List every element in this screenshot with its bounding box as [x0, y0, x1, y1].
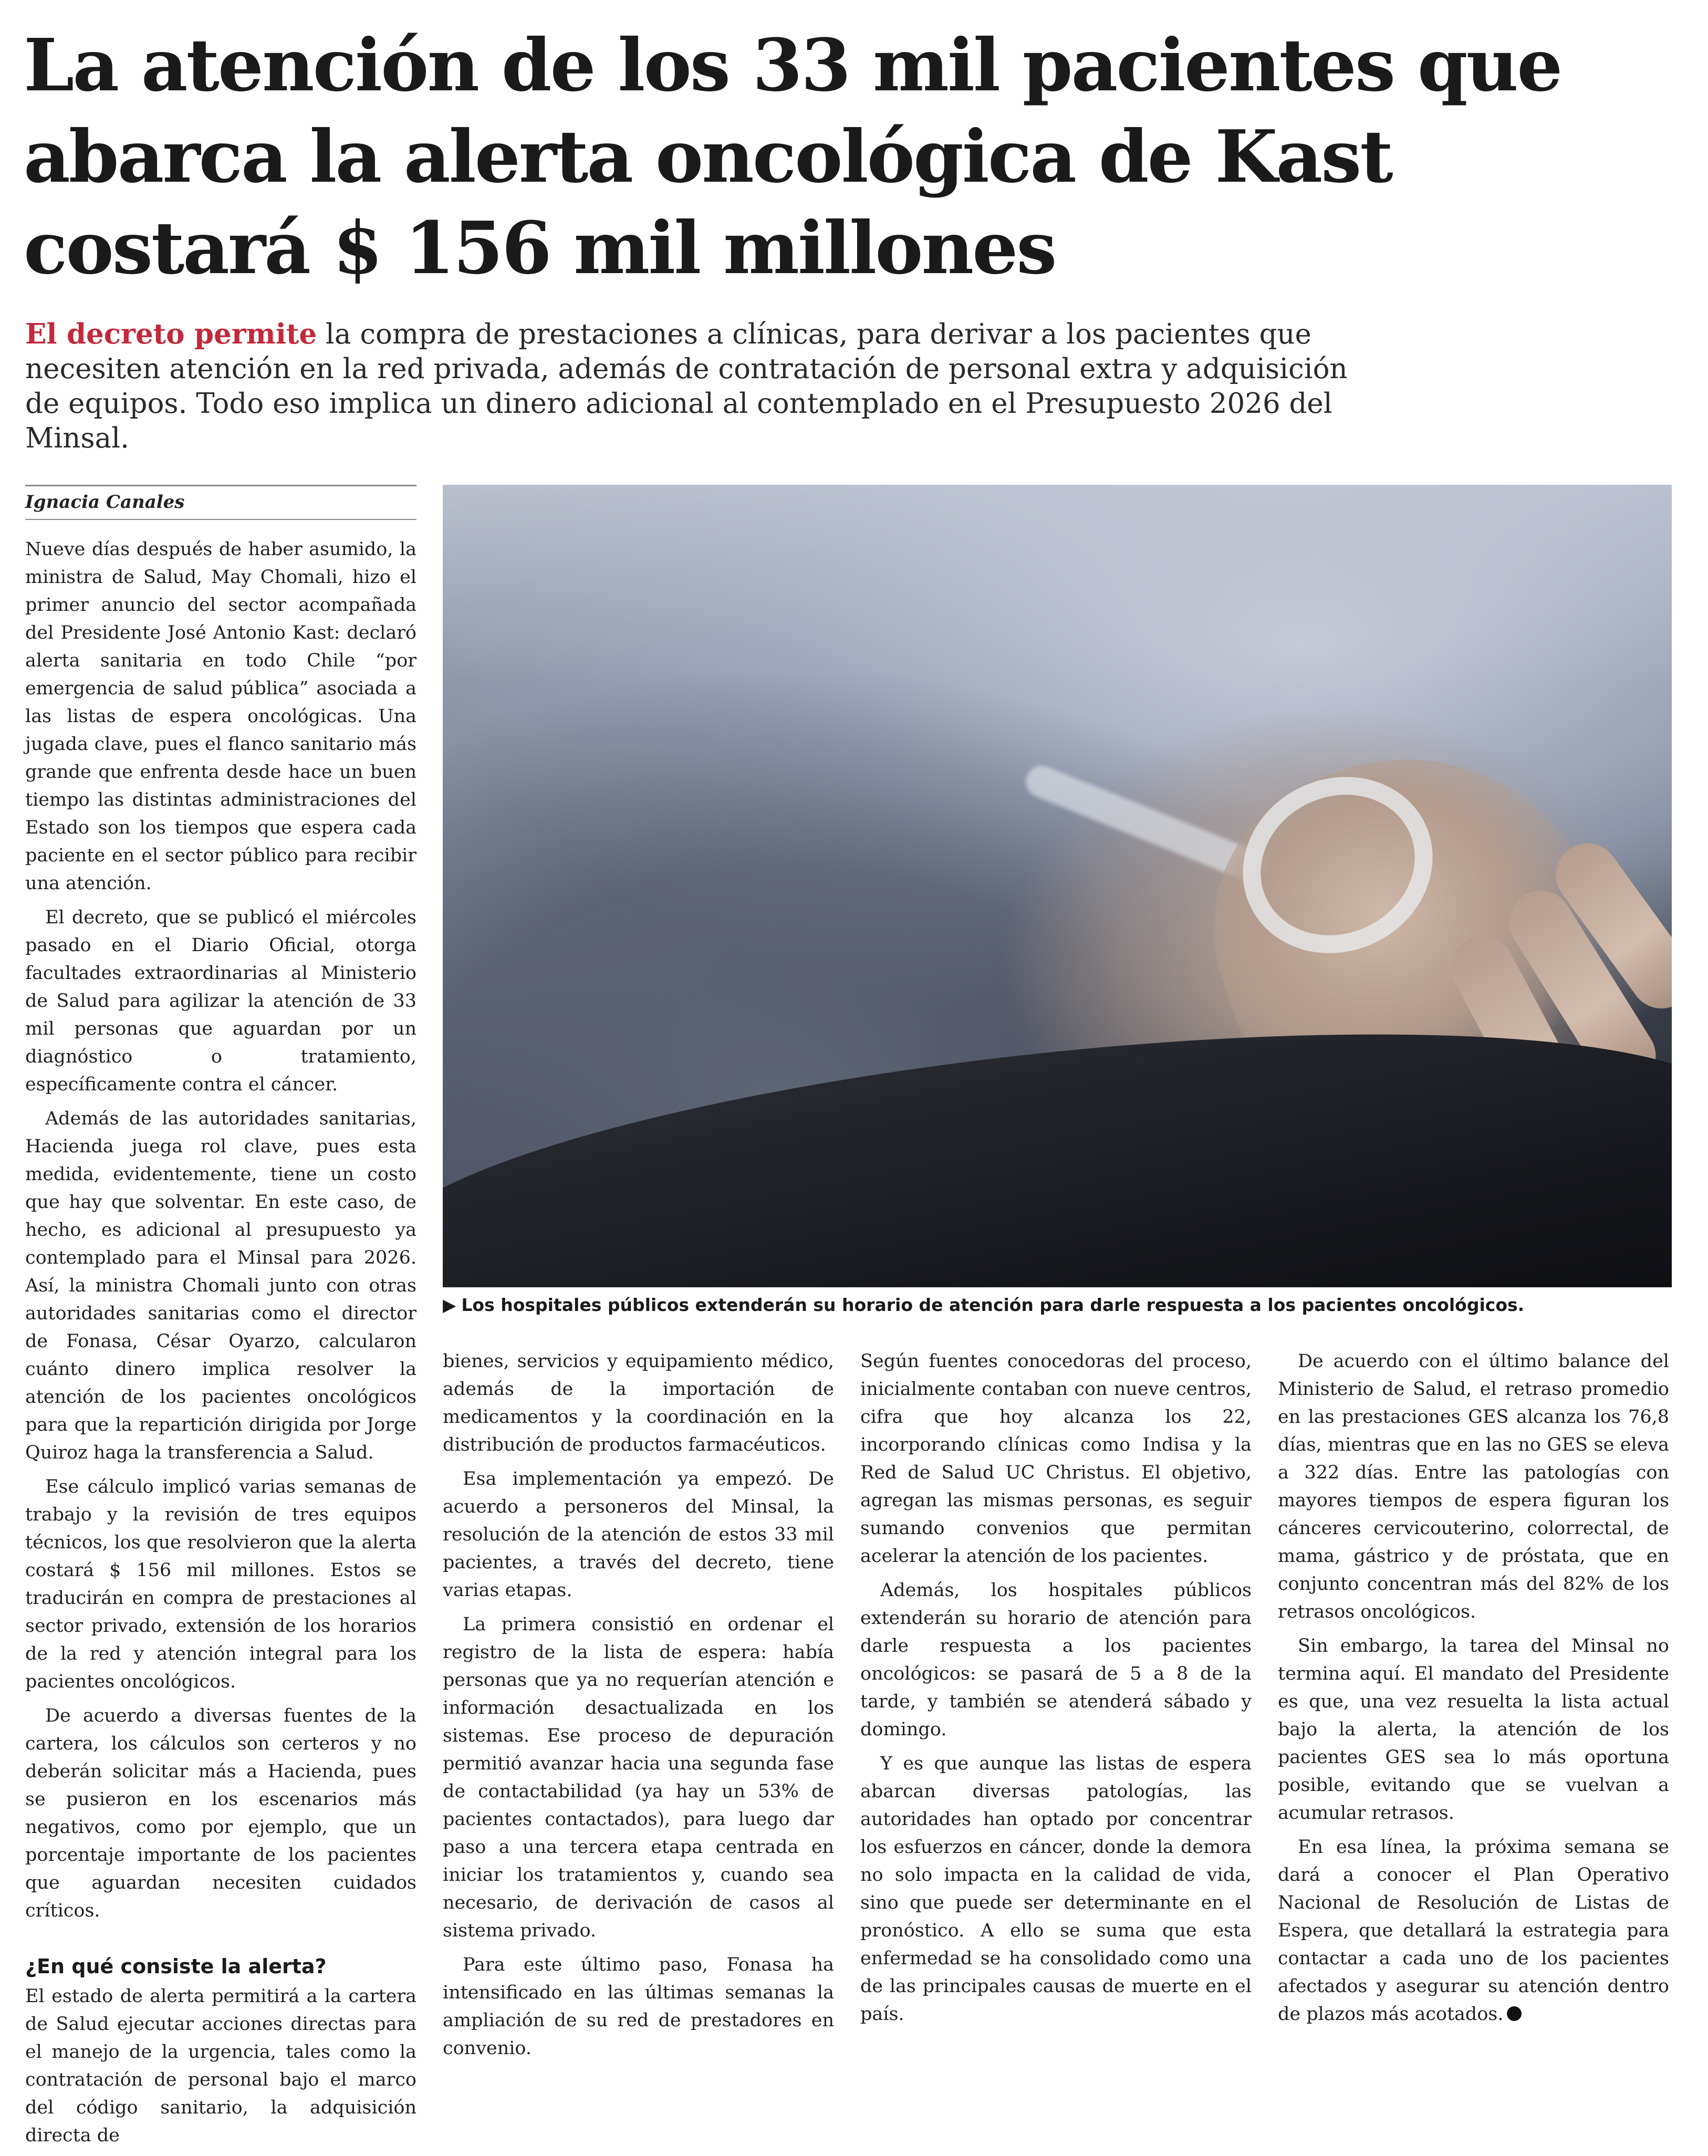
paragraph: Sin embargo, la tarea del Minsal no termina aquí. El mandato del Presidente es que, una vez resuelta la lista actual bajo la alerta, la atención de los pacientes GES sea lo más oportuna posible, evitando que se vuelvan a acumular retrasos.: [1278, 1636, 1669, 1824]
paragraph: Ese cálculo implicó varias semanas de trabajo y la revisión de tres equipos técnicos, los que resolvieron que la alerta costará $ 156 mil millones. Estos se traducirán en compra de prestaciones al sector privado, extensión de los horarios de la red y atención integral para los pacientes oncológicos.: [25, 1476, 416, 1692]
headline: La atención de los 33 mil pacientes que abarca la alerta oncológica de Kast costará $ 156 mil millones: [24, 23, 1561, 290]
byline: Ignacia Canales: [25, 492, 185, 513]
photo-caption-text: Los hospitales públicos extenderán su horario de atención para darle respuesta a los pacientes oncológicos.: [461, 1295, 1525, 1315]
article-column-4: [1278, 1348, 1669, 2035]
lead-accent: El decreto permite: [25, 318, 317, 350]
paragraph: Y es que aunque las listas de espera abarcan diversas patologías, las autoridades han optado por concentrar los esfuerzos en cáncer, donde la demora no solo impacta en la calidad de vida, sino que puede ser determinante en el pronóstico. A ello se suma que esta enfermedad se ha consolidado como una de las principales causas de muerte en el país.: [860, 1753, 1252, 2025]
caption-arrow-icon: ▶: [443, 1295, 456, 1315]
photo-caption: [443, 1293, 1672, 1317]
paragraph: Para este último paso, Fonasa ha intensificado en las últimas semanas la ampliación de su red de prestadores en convenio.: [443, 1954, 834, 2059]
byline-divider-top: [25, 485, 416, 486]
paragraph: Además de las autoridades sanitarias, Hacienda juega rol clave, pues esta medida, evidentemente, tiene un costo que hay que solventar. En este caso, de hecho, es adicional al presupuesto ya contemplado para el Minsal para 2026. Así, la ministra Chomali junto con otras autoridades sanitarias como el director de Fonasa, César Oyarzo, calcularon cuánto dinero implica resolver la atención de los pacientes oncológicos para que la repartición dirigida por Jorge Quiroz haga la transferencia a Salud.: [25, 1108, 416, 1463]
end-of-article-icon: [1507, 2006, 1522, 2021]
paragraph: De acuerdo con el último balance del Ministerio de Salud, el retraso promedio en las prestaciones GES alcanza los 76,8 días, mientras que en las no GES se eleva a 322 días. Entre las patologías con mayores tiempos de espera figuran los cánceres cervicouterino, colorrectal, de mama, gástrico y de próstata, que en conjunto concentran más del 82% de los retrasos oncológicos.: [1278, 1351, 1669, 1622]
paragraph: Nueve días después de haber asumido, la ministra de Salud, May Chomali, hizo el primer anuncio del sector acompañada del Presidente José Antonio Kast: declaró alerta sanitaria en todo Chile “por emergencia de salud pública” asociada a las listas de espera oncológicas. Una jugada clave, pues el flanco sanitario más grande que enfrenta desde hace un buen tiempo las distintas administraciones del Estado son los tiempos que espera cada paciente en el sector público para recibir una atención.: [25, 539, 416, 894]
article-column-1: [25, 536, 416, 2156]
paragraph: Además, los hospitales públicos extenderán su horario de atención para darle respuesta a los pacientes oncológicos: se pasará de 5 a 8 de la tarde, y también se atenderá sábado y domingo.: [860, 1580, 1252, 1740]
lead-text: la compra de prestaciones a clínicas, para derivar a los pacientes que necesiten atención en la red privada, además de contratación de personal extra y adquisición de equipos. Todo eso implica un dinero adicional al contemplado en el Presupuesto 2026 del Minsal.: [25, 318, 1348, 454]
byline-divider-bottom: [25, 519, 416, 520]
paragraph: De acuerdo a diversas fuentes de la cartera, los cálculos son certeros y no deberán solicitar más a Hacienda, pues se pusieron en los escenarios más negativos, como por ejemplo, que un porcentaje importante de los pacientes que aguardan necesiten cuidados críticos.: [25, 1705, 416, 1921]
last-paragraph-text: En esa línea, la próxima semana se dará a conocer el Plan Operativo Nacional de Resolución de Listas de Espera, que detallará la estrategia para contactar a cada uno de los pacientes afectados y asegurar su atención dentro de plazos más acotados.: [1278, 1837, 1669, 2025]
paragraph: El decreto, que se publicó el miércoles pasado en el Diario Oficial, otorga facultades extraordinarias al Ministerio de Salud para agilizar la atención de 33 mil personas que aguardan por un diagnóstico o tratamiento, específicamente contra el cáncer.: [25, 907, 416, 1095]
lead-paragraph: [25, 317, 1349, 456]
article-photo: [443, 485, 1672, 1287]
paragraph: Según fuentes conocedoras del proceso, inicialmente contaban con nueve centros, cifra que hoy alcanza los 22, incorporando clínicas como Indisa y la Red de Salud UC Christus. El objetivo, agregan las mismas personas, es seguir sumando convenios que permitan acelerar la atención de los pacientes.: [860, 1351, 1252, 1567]
section-subheading: ¿En qué consiste la alerta?: [25, 1955, 327, 1978]
article-column-3: [860, 1348, 1252, 2035]
paragraph: Esa implementación ya empezó. De acuerdo a personeros del Minsal, la resolución de la atención de estos 33 mil pacientes, a través del decreto, tiene varias etapas.: [443, 1468, 834, 1601]
paragraph: La primera consistió en ordenar el registro de la lista de espera: había personas que ya no requerían atención e información desactualizada en los sistemas. Ese proceso de depuración permitió avanzar hacia una segunda fase de contactabilidad (ya hay un 53% de pacientes contactados), para luego dar paso a una tercera etapa centrada en iniciar los tratamientos y, cuando sea necesario, de derivación de casos al sistema privado.: [443, 1614, 834, 1941]
article-column-2: [443, 1348, 834, 2069]
paragraph: bienes, servicios y equipamiento médico, además de la importación de medicamentos y la coordinación en la distribución de productos farmacéuticos.: [443, 1351, 834, 1455]
photo-background-blur: [443, 485, 1672, 684]
paragraph: El estado de alerta permitirá a la cartera de Salud ejecutar acciones directas para el manejo de la urgencia, tales como la contratación de personal bajo el marco del código sanitario, la adquisición directa de: [25, 1986, 416, 2146]
paragraph: [1278, 1834, 1669, 2028]
